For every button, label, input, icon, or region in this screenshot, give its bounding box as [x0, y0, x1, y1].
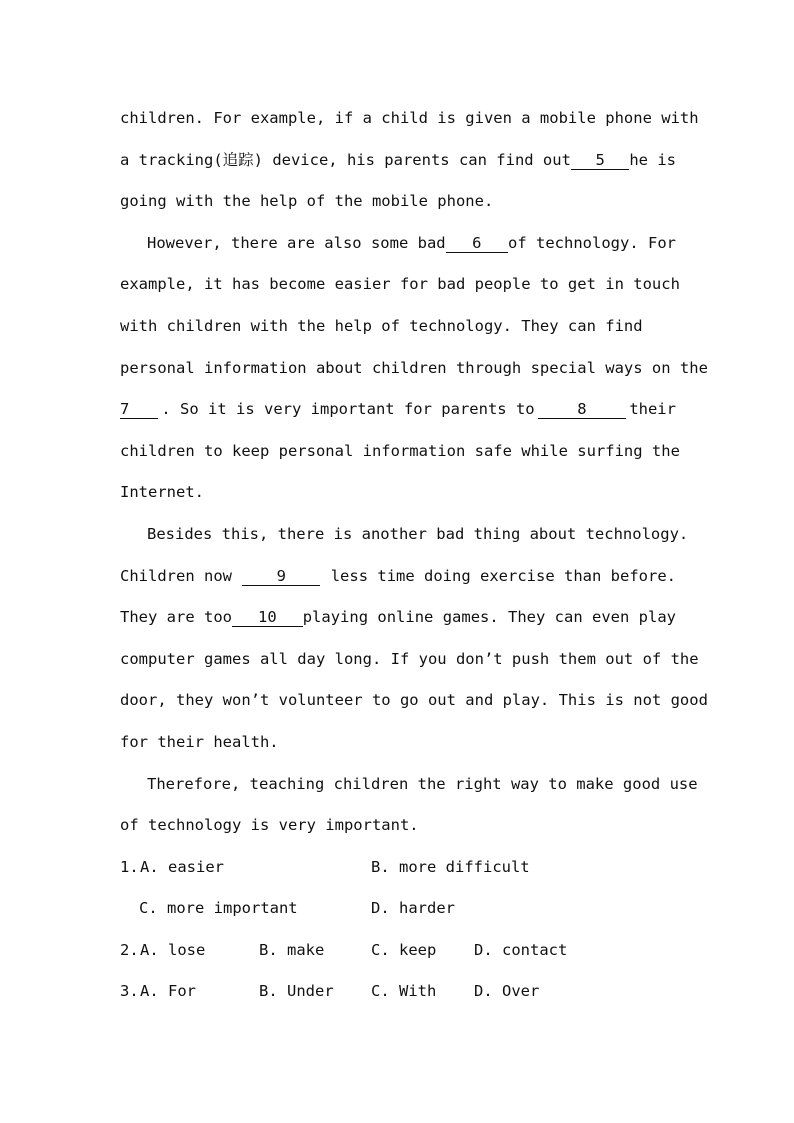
passage-text: for their health.	[120, 732, 279, 751]
passage-text: a tracking(追踪) device, his parents can find out	[120, 150, 571, 169]
passage-text: Besides this, there is another bad thing about technology.	[147, 524, 689, 543]
passage-line	[120, 223, 676, 265]
question-2	[120, 930, 676, 972]
passage-text: with children with the help of technology. They can find	[120, 316, 643, 335]
passage-text: However, there are also some bad	[147, 233, 446, 252]
passage-text: going with the help of the mobile phone.	[120, 192, 494, 211]
passage-text: computer games all day long. If you don’t push them out of the	[120, 649, 699, 668]
passage-line	[120, 181, 676, 223]
passage-line	[120, 764, 698, 806]
option-c: C. With	[371, 982, 437, 1001]
passage-text: children. For example, if a child is given a mobile phone with	[120, 109, 699, 127]
question-3	[120, 971, 676, 1013]
blank-8: 8	[538, 400, 626, 419]
option-c: C. more important	[139, 899, 298, 918]
passage-line	[120, 306, 676, 348]
passage-text: of technology is very important.	[120, 816, 419, 835]
passage-text: personal information about children through special ways on the	[120, 358, 708, 377]
question-number: 3.	[120, 982, 139, 1001]
passage-text: he is	[629, 150, 676, 169]
passage-text: door, they won’t volunteer to go out and play. This is not good	[120, 691, 708, 710]
passage-line	[120, 348, 708, 390]
passage-line	[120, 597, 676, 639]
passage-line	[120, 722, 676, 764]
option-d: D. Over	[474, 982, 540, 1001]
passage-line	[120, 514, 689, 556]
question-1	[120, 847, 676, 889]
question-1-continued	[120, 888, 676, 930]
option-d: D. harder	[371, 899, 455, 918]
option-a: A. lose	[140, 940, 206, 959]
passage-text: children to keep personal information safe while surfing the	[120, 441, 680, 460]
option-a: A. easier	[140, 857, 224, 876]
passage-line	[120, 680, 708, 722]
passage-text: playing online games. They can even play	[302, 608, 676, 627]
passage-line	[120, 805, 676, 847]
passage-line	[120, 472, 676, 514]
option-c: C. keep	[371, 940, 437, 959]
passage-text: less time doing exercise than before.	[330, 566, 676, 585]
blank-7: 7	[120, 400, 158, 419]
question-number: 2.	[120, 940, 139, 959]
passage-text: of technology. For	[508, 233, 676, 252]
document-page	[120, 98, 708, 1013]
passage-line	[120, 98, 699, 140]
passage-text: Internet.	[120, 483, 204, 502]
option-d: D. contact	[474, 940, 568, 959]
option-b: B. more difficult	[371, 857, 530, 876]
passage-text: They are too	[120, 608, 232, 627]
question-number: 1.	[120, 857, 139, 876]
passage-line	[120, 389, 676, 431]
passage-text: example, it has become easier for bad people to get in touch	[120, 275, 680, 294]
option-b: B. Under	[259, 982, 334, 1001]
passage-text: . So it is very important for parents to	[161, 400, 535, 419]
passage-text: their	[629, 400, 676, 419]
passage-line	[120, 556, 676, 598]
passage-line	[120, 639, 699, 681]
passage-text: Children now	[120, 566, 232, 585]
passage-line	[120, 431, 680, 473]
blank-9: 9	[242, 567, 320, 586]
blank-5: 5	[571, 151, 629, 170]
option-b: B. make	[259, 940, 325, 959]
passage-text: Therefore, teaching children the right way to make good use	[147, 774, 698, 793]
passage-line	[120, 264, 680, 306]
blank-6: 6	[446, 234, 508, 253]
option-a: A. For	[140, 982, 196, 1001]
passage-line	[120, 140, 676, 182]
blank-10: 10	[232, 608, 303, 627]
